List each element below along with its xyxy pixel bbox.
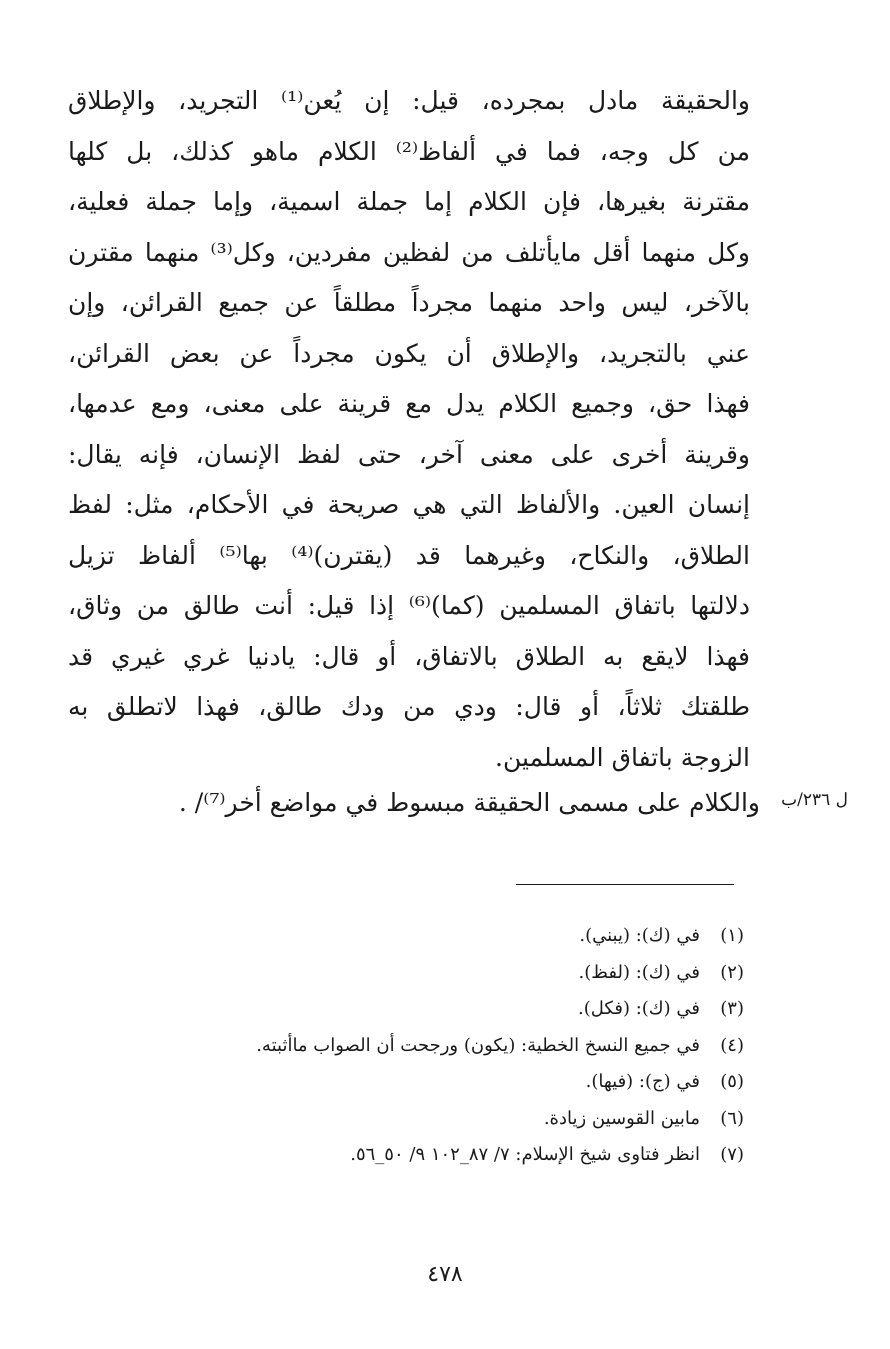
footnote-item (144, 1028, 744, 1065)
body-line-1: والحقيقة مادل بمجرده، قيل: إن يُعن⁽¹⁾ التجريد، والإطلاق (68, 86, 750, 115)
footnote-item (144, 1064, 744, 1101)
footnote-number: (٥) (720, 1071, 744, 1092)
footnote-number: (٧) (720, 1144, 744, 1165)
footnote-text: مابين القوسين زيادة. (543, 1107, 700, 1129)
footnote-item (144, 1137, 744, 1174)
body-line-9: إنسان العين. والألفاظ التي هي صريحة في الأحكام، مثل: لفظ (68, 490, 750, 519)
footnote-number: (٦) (720, 1107, 744, 1129)
footnote-text: في (ج): (فيها). (585, 1071, 700, 1092)
footnote-number: (٤) (720, 1034, 744, 1056)
closing-paragraph: والكلام على مسمى الحقيقة مبسوط في مواضع أخر⁽⁷⁾/ . (178, 788, 760, 817)
body-line-12: فهذا لايقع به الطلاق بالاتفاق، أو قال: يادنيا غري غيري قد (68, 641, 750, 671)
footnote-text: في (ك): (لفظ). (578, 961, 700, 983)
footnote-item (144, 955, 744, 992)
footnote-item (144, 1101, 744, 1138)
body-line-4: وكل منهما أقل مايأتلف من لفظين مفردين، وكل⁽³⁾ منهما مقترن (68, 237, 750, 267)
manuscript-folio-note: ل ٢٣٦/ب (781, 790, 848, 810)
body-line-2: من كل وجه، فما في ألفاظ⁽²⁾ الكلام ماهو كذلك، بل كلها (68, 136, 750, 166)
footnote-number: (٣) (720, 998, 744, 1019)
footnote-number: (٢) (720, 961, 744, 983)
body-line-13: طلقتك ثلاثاً، أو قال: ودي من ودك طالق، فهذا لاتطلق به (68, 692, 750, 721)
body-line-3: مقترنة بغيرها، فإن الكلام إما جملة اسمية، وإما جملة فعلية، (68, 187, 750, 216)
footnote-text: في (ك): (يبني). (579, 925, 700, 946)
footnote-separator-rule (516, 884, 734, 885)
body-line-5: بالآخر، ليس واحد منهما مجرداً مطلقاً عن جميع القرائن، وإن (68, 288, 750, 317)
body-line-11: دلالتها باتفاق المسلمين (كما)⁽⁶⁾ إذا قيل: أنت طالق من وثاق، (68, 591, 750, 620)
footnote-item (144, 918, 744, 955)
main-body-text (68, 76, 750, 783)
body-line-8: وقرينة أخرى على معنى آخر، حتى لفظ الإنسان، فإنه يقال: (68, 439, 750, 469)
body-line-14: الزوجة باتفاق المسلمين. (495, 742, 750, 772)
body-line-6: عني بالتجريد، والإطلاق أن يكون مجرداً عن بعض القرائن، (68, 338, 750, 368)
footnotes-list (144, 918, 744, 1174)
body-line-10: الطلاق، والنكاح، وغيرهما قد (يقترن)⁽⁴⁾ بها⁽⁵⁾ ألفاظ تزيل (68, 540, 750, 570)
footnote-item (144, 991, 744, 1028)
footnote-text: في جميع النسخ الخطية: (يكون) ورجحت أن الصواب ماأثبته. (256, 1034, 700, 1056)
footnote-text: انظر فتاوى شيخ الإسلام: ٧/ ٨٧_١٠٢ ٩/ ٥٠_٥٦. (350, 1144, 700, 1165)
footnote-number: (١) (720, 925, 744, 946)
footnote-text: في (ك): (فكل). (578, 998, 700, 1019)
body-line-7: فهذا حق، وجميع الكلام يدل مع قرينة على معنى، ومع عدمها، (68, 389, 750, 418)
page-number: ٤٧٨ (427, 1262, 463, 1287)
